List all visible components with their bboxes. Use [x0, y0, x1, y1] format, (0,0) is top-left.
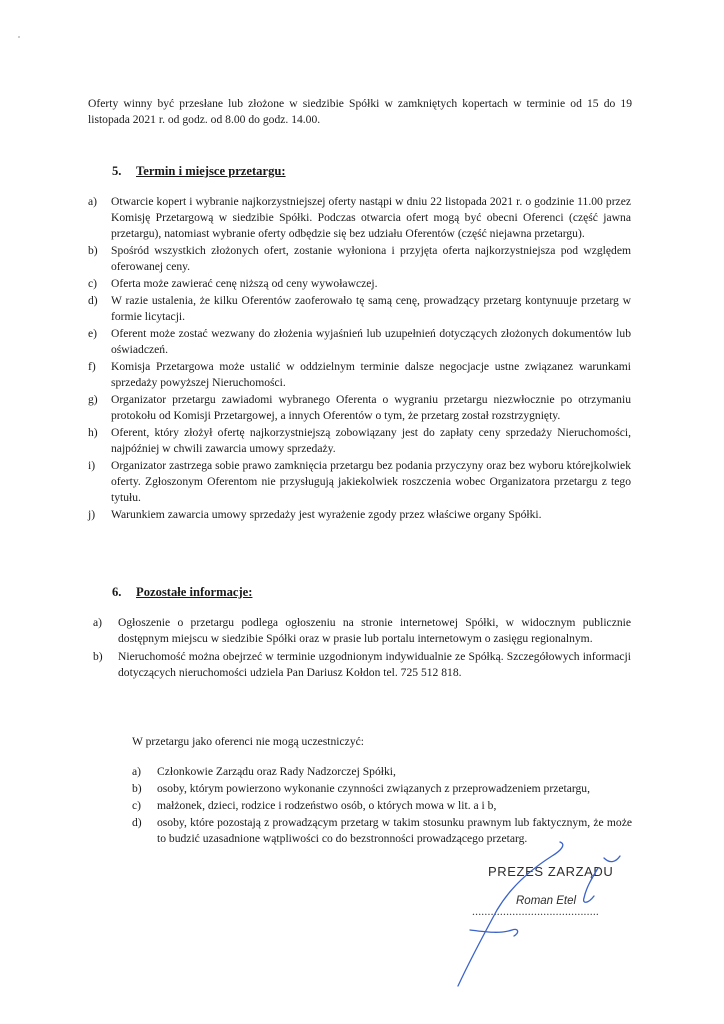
list-item	[132, 798, 632, 814]
list-text: Ogłoszenie o przetargu podlega ogłoszeniu na stronie internetowej Spółki, w widocznym publicznie dostępnym miejscu w siedzibie Spółki oraz w prasie lub portalu internetowym o zasięgu regionalnym.	[118, 616, 631, 645]
list-text: Otwarcie kopert i wybranie najkorzystniejszej oferty nastąpi w dniu 22 listopada 2021 r. o godzinie 11.00 przez Komisję Przetargową w siedzibie Spółki. Podczas otwarcia ofert mogą być obecni Oferenci (część jawna przetargu), natomiast wybranie oferty odbędzie się bez udziału Oferentów (część niejawna przetargu).	[111, 195, 631, 240]
list-text: Warunkiem zawarcia umowy sprzedaży jest wyrażenie zgody przez właściwe organy Spółki.	[111, 508, 542, 521]
signature-stroke	[470, 929, 518, 936]
list-letter: b)	[132, 782, 142, 795]
stamp-name: Roman Etel	[516, 895, 577, 907]
stamp-title: PREZES ZARZĄDU	[488, 864, 614, 879]
list-text: Oferent, który złożył ofertę najkorzystniejszą zobowiązany jest do zapłaty ceny sprzedaży Nieruchomości, najpóźniej w chwili zawarcia umowy sprzedaży.	[111, 426, 631, 455]
list-letter: a)	[132, 765, 142, 778]
list-item	[88, 326, 631, 358]
list-letter: i)	[88, 459, 96, 472]
section-6-number: 6.	[112, 585, 122, 599]
list-text: W razie ustalenia, że kilku Oferentów zaoferowało tę samą cenę, prowadzący przetarg kontynuuje przetarg w formie licytacji.	[111, 294, 631, 323]
list-text: Oferta może zawierać cenę niższą od ceny wywoławczej.	[111, 277, 378, 290]
section-5-number: 5.	[112, 164, 122, 178]
section-6-title: Pozostałe informacje:	[136, 585, 253, 599]
list-letter: a)	[93, 616, 103, 629]
list-letter: c)	[88, 277, 98, 290]
list-item	[132, 764, 632, 780]
list-letter: b)	[93, 650, 103, 663]
list-text: osoby, które pozostają z prowadzącym przetarg w takim stosunku prawnym lub faktycznym, że może to budzić uzasadnione wątpliwości co do bezstronności prowadzącego przetarg.	[157, 816, 632, 845]
list-text: Organizator zastrzega sobie prawo zamknięcia przetargu bez podania przyczyny oraz bez wyboru którejkolwiek oferty. Zgłoszonym Oferentom nie przysługują jakiekolwiek roszczenia wobec Organizatora przetargu z tego tytułu.	[111, 459, 631, 504]
section-5-title: Termin i miejsce przetargu:	[136, 164, 286, 178]
list-item	[88, 425, 631, 457]
section-6-list	[93, 615, 631, 683]
list-letter: h)	[88, 426, 98, 439]
list-item	[88, 458, 631, 506]
list-item	[88, 276, 631, 292]
list-item	[88, 392, 631, 424]
list-text: Spośród wszystkich złożonych ofert, zostanie wyłoniona i przyjęta oferta najkorzystniejsza pod względem oferowanej ceny.	[111, 244, 631, 273]
list-item	[93, 615, 631, 647]
section-5-heading	[112, 162, 286, 180]
exclusions-list	[132, 764, 632, 848]
signature-stroke	[604, 856, 620, 862]
list-letter: b)	[88, 244, 98, 257]
section-6-heading	[112, 583, 252, 601]
list-item	[93, 649, 631, 681]
list-item	[88, 507, 631, 523]
list-text: osoby, którym powierzono wykonanie czynności związanych z przeprowadzeniem przetargu,	[157, 782, 590, 795]
list-text: Komisja Przetargowa może ustalić w oddzielnym terminie dalsze negocjacje ustne związanez warunkami sprzedaży powyższej Nieruchomości.	[111, 360, 631, 389]
list-item	[88, 194, 631, 242]
list-text: Nieruchomość można obejrzeć w terminie uzgodnionym indywidualnie ze Spółką. Szczegółowych informacji dotyczących nieruchomości udziela Pan Dariusz Kołdon tel. 725 512 818.	[118, 650, 631, 679]
list-text: Członkowie Zarządu oraz Rady Nadzorczej Spółki,	[157, 765, 396, 778]
list-item	[132, 781, 632, 797]
intro-paragraph: Oferty winny być przesłane lub złożone w siedzibie Spółki w zamkniętych kopertach w terminie od 15 do 19 listopada 2021 r. od godz. od 8.00 do godz. 14.00.	[88, 97, 632, 126]
list-item	[88, 359, 631, 391]
list-letter: j)	[88, 508, 96, 521]
list-letter: a)	[88, 195, 98, 208]
list-letter: e)	[88, 327, 98, 340]
exclusions-intro: W przetargu jako oferenci nie mogą uczestniczyć:	[132, 735, 364, 748]
list-letter: f)	[88, 360, 96, 373]
signature-dotted-line: .........................................	[472, 905, 600, 918]
list-item	[88, 293, 631, 325]
list-letter: d)	[88, 294, 98, 307]
list-item	[132, 815, 632, 847]
list-item	[88, 243, 631, 275]
list-text: Organizator przetargu zawiadomi wybranego Oferenta o wygraniu przetargu niezwłocznie po otrzymaniu protokołu od Komisji Przetargowej, a innych Oferentów o tym, że przetarg został rozstrzygnięty.	[111, 393, 631, 422]
list-letter: g)	[88, 393, 98, 406]
list-text: Oferent może zostać wezwany do złożenia wyjaśnień lub uzupełnień dotyczących złożonych dokumentów lub oświadczeń.	[111, 327, 631, 356]
list-letter: c)	[132, 799, 142, 812]
section-5-list	[88, 194, 631, 524]
list-text: małżonek, dzieci, rodzice i rodzeństwo osób, o których mowa w lit. a i b,	[157, 799, 497, 812]
scan-speck	[18, 36, 20, 38]
list-letter: d)	[132, 816, 142, 829]
